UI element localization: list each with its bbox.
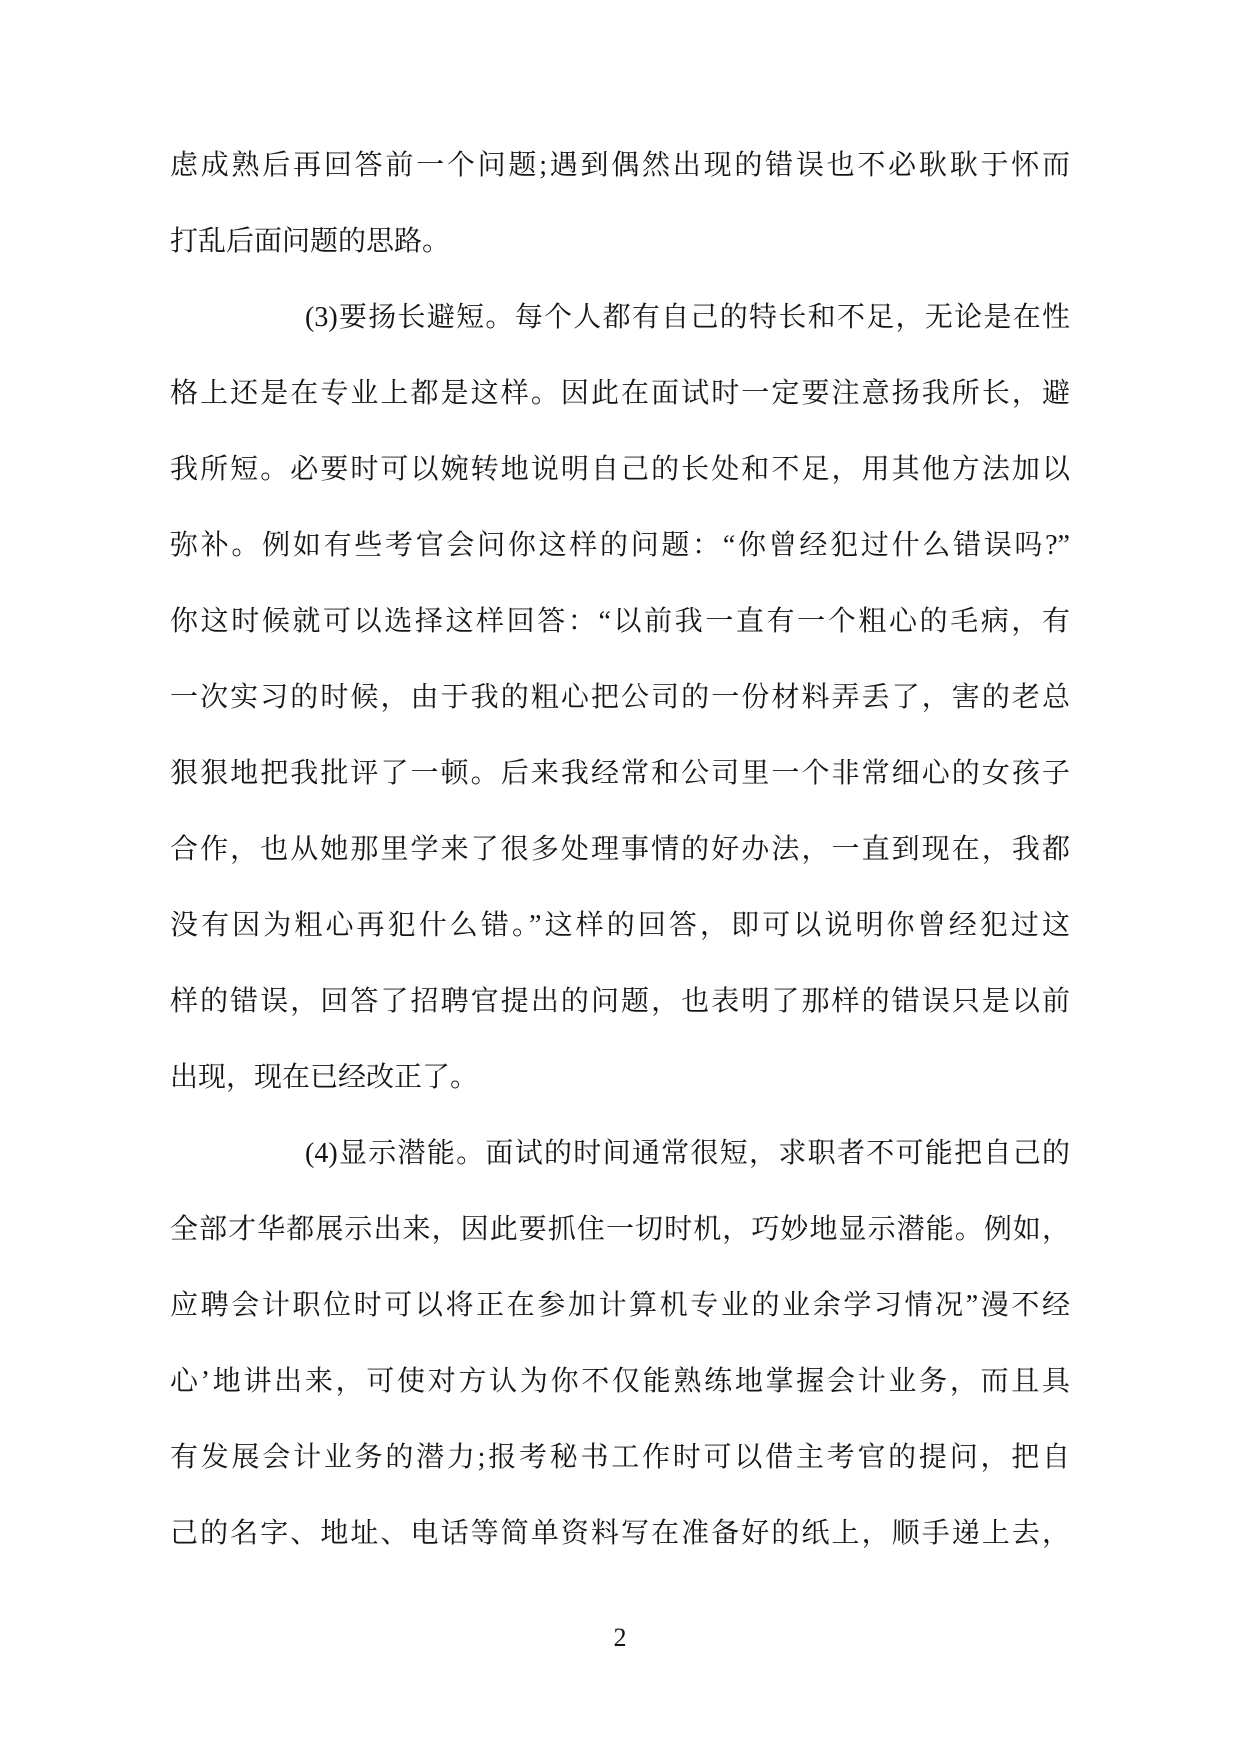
- text-line: (4)显示潜能。面试的时间通常很短，求职者不可能把自己的: [305, 1138, 1070, 1169]
- text-line: 狠狠地把我批评了一顿。后来我经常和公司里一个非常细心的女孩子: [170, 758, 1070, 789]
- text-line: 出现，现在已经改正了。: [170, 1062, 479, 1093]
- text-line: 没有因为粗心再犯什么错。”这样的回答，即可以说明你曾经犯过这: [170, 910, 1070, 941]
- text-line: 弥补。例如有些考官会问你这样的问题：“你曾经犯过什么错误吗?”: [170, 530, 1070, 561]
- text-line: 一次实习的时候，由于我的粗心把公司的一份材料弄丢了，害的老总: [170, 682, 1070, 713]
- text-line: 应聘会计职位时可以将正在参加计算机专业的业余学习情况”漫不经: [170, 1290, 1070, 1321]
- text-line: (3)要扬长避短。每个人都有自己的特长和不足，无论是在性: [305, 302, 1070, 333]
- text-line: 全部才华都展示出来，因此要抓住一切时机，巧妙地显示潜能。例如，: [170, 1214, 1070, 1245]
- text-line: 你这时候就可以选择这样回答：“以前我一直有一个粗心的毛病，有: [170, 606, 1070, 637]
- text-line: 合作，也从她那里学来了很多处理事情的好办法，一直到现在，我都: [170, 834, 1070, 865]
- text-line: 我所短。必要时可以婉转地说明自己的长处和不足，用其他方法加以: [170, 454, 1070, 485]
- paragraph: [170, 128, 1070, 280]
- text-line: 打乱后面问题的思路。: [170, 226, 451, 257]
- text-line: 己的名字、地址、电话等简单资料写在准备好的纸上，顺手递上去，: [170, 1518, 1070, 1549]
- text-line: 心’地讲出来，可使对方认为你不仅能熟练地掌握会计业务，而且具: [170, 1366, 1070, 1397]
- text-block: [170, 128, 1070, 1572]
- paragraph: [170, 280, 1070, 1116]
- page-number: 2: [613, 1623, 627, 1652]
- text-line: 样的错误，回答了招聘官提出的问题，也表明了那样的错误只是以前: [170, 986, 1070, 1017]
- text-line: 虑成熟后再回答前一个问题;遇到偶然出现的错误也不必耿耿于怀而: [170, 150, 1070, 181]
- text-line: 有发展会计业务的潜力;报考秘书工作时可以借主考官的提问，把自: [170, 1442, 1070, 1473]
- paragraph: [170, 1116, 1070, 1572]
- text-line: 格上还是在专业上都是这样。因此在面试时一定要注意扬我所长，避: [170, 378, 1070, 409]
